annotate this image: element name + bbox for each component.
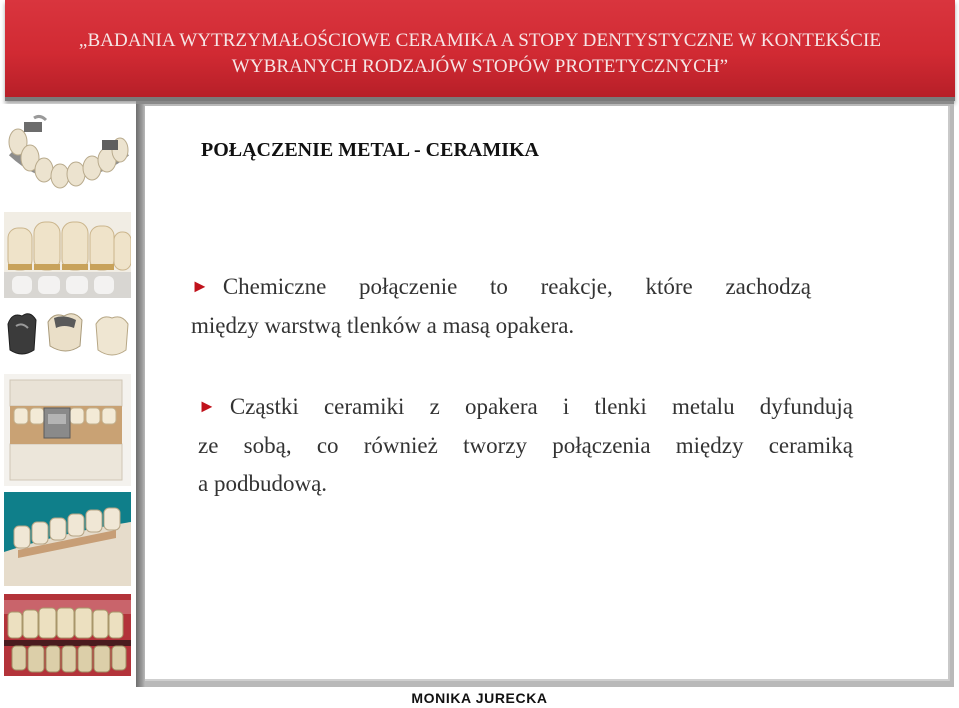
triangle-right-icon: ►: [191, 276, 209, 296]
bullet-point-1: [191, 268, 811, 345]
bullet-2-line-1: [198, 388, 853, 427]
single-crowns-photo-image: [4, 304, 131, 366]
bridge-model-photo-image: [4, 492, 131, 586]
image-strip: [0, 104, 136, 682]
bullet-1-line-2: między warstwą tlenków a masą opakera.: [191, 313, 575, 338]
footer-author: MONIKA JURECKA: [411, 690, 548, 706]
model-photo-image: [4, 374, 131, 486]
bullet-1-line-1: [191, 268, 811, 307]
crowns-photo-image: [4, 212, 131, 298]
bullet-2-line-1-text: Cząstki ceramiki z opakera i tlenki metalu dyfundują: [229, 394, 853, 419]
banner-title: [5, 28, 955, 80]
bullet-2-line-3: a podbudową.: [198, 471, 328, 496]
triangle-right-icon: ►: [198, 396, 216, 416]
banner-title-line-2: WYBRANYCH RODZAJÓW STOPÓW PROTETYCZNYCH”: [231, 56, 729, 77]
bullet-2-line-2: ze sobą, co również tworzy połączenia między ceramiką: [198, 433, 853, 458]
intraoral-photo-image: [4, 594, 131, 676]
slide-heading: POŁĄCZENIE METAL - CERAMIKA: [201, 139, 539, 161]
bullet-point-2: [198, 388, 853, 503]
title-banner: [5, 0, 955, 101]
bullet-1-line-1-text: Chemiczne połączenie to reakcje, które zachodzą: [222, 274, 811, 299]
bridge-photo-image: [4, 112, 131, 208]
banner-title-line-1: „BADANIA WYTRZYMAŁOŚCIOWE CERAMIKA A STOPY DENTYSTYCZNE W KONTEKŚCIE: [78, 30, 882, 51]
